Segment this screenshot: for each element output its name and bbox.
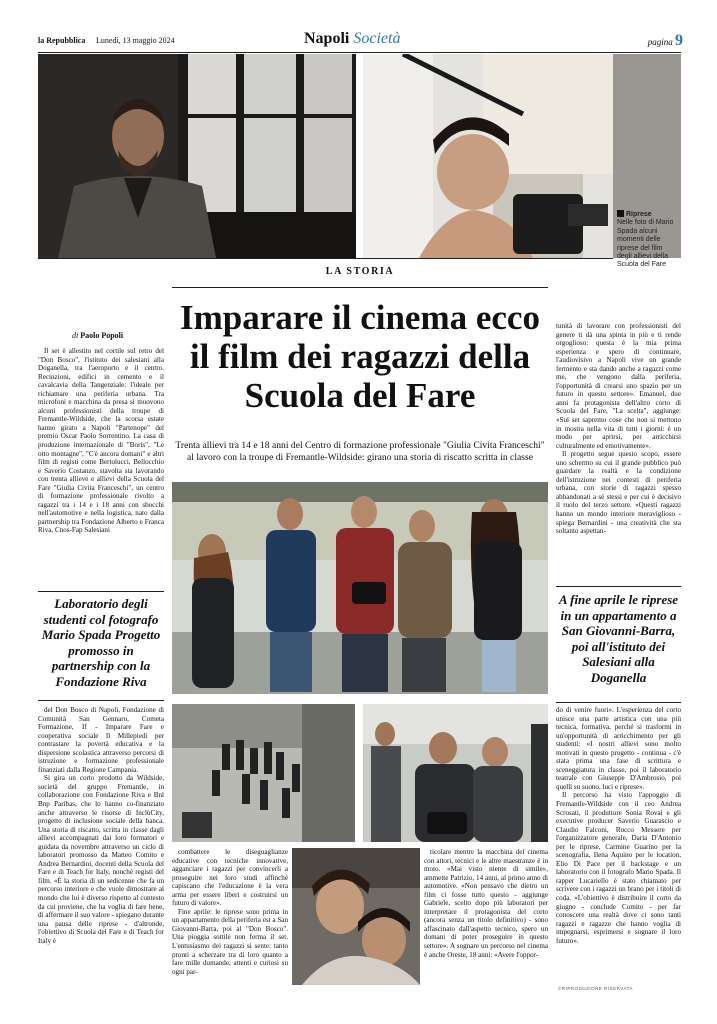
- page-indicator: [648, 32, 683, 50]
- col4-top-paragraph-1: tunità di lavorare con professionisti del genere ti dà una spinta in più e ti rende orgoglioso: questa è la mia prima esperienza e spero di continuare, l'audiovisivo a Napoli vive un grande fermento e sta dando anche a ragazzi come me, che vengono dalla periferia, l'opportunità di crearsi uno spazio per un futuro in questo settore». Emanuel, due anni fa protagonista dell'altro corto di Scuola del Fare, "La scelta", aggiunge: «Sul set sapremo cose che non si mettono in mostra nella vita di tutti i giorni: è un modo per aprirsi, per arricchirsi culturalmente ed emotivamente».: [556, 322, 681, 450]
- caption-text: Nelle foto di Mario Spada alcuni momenti delle riprese del film degli allievi della Scuola del Fare: [617, 219, 674, 269]
- city-label: Napoli: [304, 30, 350, 47]
- masthead: [0, 30, 717, 54]
- photo-camera-operator-art: [363, 704, 548, 842]
- col4-bottom-paragraph-2: Il percorso ha visto l'appoggio di Fremantle-Wildside con il ceo Andrea Scrosati, il produttore Sonia Rovai e gli executive producer Saverio Guarascio e Claudio Falconi, Rocco Messere per l'organizzatore generale, Daria D'Antonio per le riprese, Carmine Guarino per la scenografia, Ilena Aquino per le location, Elio Di Pace per il backstage e un laboratorio con il fotografo Mario Spada. Il rapper Lucariello è stato chiamato per scrivere con i ragazzi un brano per i titoli di coda. «L'obiettivo è distribuire il corto da giugno - conclude Comito - per far conoscere una realtà dove ci sono tanti ragazzi e ragazze che hanno voglia di impegnarsi, esprimersi e sognare il loro futuro».: [556, 791, 681, 945]
- pullquote-right: A fine aprile le riprese in un appartamento a San Giovanni-Barra, poi all'istituto dei Salesiani alla Doganella: [558, 592, 679, 685]
- byline-prefix: di: [72, 331, 79, 340]
- column-3-bottom: [424, 848, 548, 985]
- byline-author: Paolo Popoli: [80, 331, 124, 340]
- col1-bottom-paragraph-1: del Don Bosco di Napoli, Fondazione di Comunità San Gennaro, Cometa Formazione, If - Imparare Fare e cooperativa sociale Il Millepiedi per contrastare la povertà educativa e la dispersione scolastica attraverso percorsi di istruzione e formazione professionale finanziati dalla Regione Campania.: [38, 706, 164, 774]
- page-label: pagina: [647, 37, 673, 47]
- camera-icon: [617, 210, 624, 217]
- issue-date: Lunedì, 13 maggio 2024: [96, 36, 175, 45]
- caption-title: Riprese: [626, 211, 652, 218]
- kicker-rule: [172, 287, 548, 288]
- photo-director-window: [38, 54, 356, 258]
- photo-actors-closeup-art: [292, 848, 420, 985]
- page-number: 9: [675, 32, 683, 49]
- pull-left-rule-bottom: [38, 700, 164, 701]
- pullquote-left: Laboratorio degli studenti col fotografo Mario Spada Progetto promosso in partnership con la Fondazione Riva: [41, 596, 161, 689]
- photo-camera-operator: [363, 704, 548, 842]
- col4-top-paragraph-2: Il progetto segue questo scopo, essere uno schermo su cui il grande pubblico può guardare la realtà e la condizione dell'istruzione nei contesti di periferia urbana, con storie di ragazzi spesso abbandonati a sé stessi e per cui è decisivo il ruolo del terzo settore. «Questi ragazzi hanno un mondo interiore meraviglioso - spiega Bernardini - una creatività che sta soltanto aspettan-: [556, 450, 681, 536]
- column-1-bottom: [38, 706, 164, 990]
- col2-bottom-paragraph-1: combattere le diseguaglianze educative con tecniche innovative, agganciare i ragazzi per convincerli a proseguire nei loro studi affinché capiscano che l'educazione è la vera arma per essere liberi e costruirsi un futuro di valore».: [172, 848, 288, 908]
- col3-bottom-paragraph: ticolare mentre la macchina del cinema con attori, tecnici e le altre maestranze è in moto. «Mai visto niente di simile», ammette Patrizio, 14 anni, al primo anno di automotive. «Non pensavo che dietro un film ci fosse tutto questo - aggiunge Gabriele, scelto dopo più laboratori per interpretare il protagonista del corto (ancora senza un titolo definitivo) - sono affascinato dall'aspetto tecnico, spero un domani di poter proseguire in questo settore». A sognare un percorso nel cinema è anche Oreste, 18 anni: «Avere l'oppor-: [424, 848, 548, 959]
- pull-right-rule-top: [556, 586, 681, 587]
- section-label: Società: [353, 30, 401, 47]
- photo-actors-closeup: [292, 848, 420, 985]
- masthead-rule: [38, 52, 681, 53]
- photo-caption: [617, 210, 679, 270]
- column-1-top: [38, 347, 164, 586]
- column-4-bottom: [556, 706, 681, 985]
- col1-bottom-paragraph-2: Si gira un corto prodotto da Wildside, società del gruppo Fremantle, in collaborazione con Fondazione Riva e Bnl Bnp Paribas, che lo hanno co-finanziato anche attraverso le risorse di InclùCity, progetto di inclusione sociale della banca. Una storia di riscatto, scritta in classe dagli allievi accompagnati dai loro formatori e guidata da novembre attraverso un ciclo di laboratori promosso da Matteo Comito e Andrea Bernardini, docenti della Scuola del Fare e di Teach for Italy, nonché registi del film. «È la storia di un sedicenne che fa un percorso interiore e che vuole dimostrare al mondo che lui è diverso rispetto al contesto da cui proviene, che ha voglia di fare bene, di affermare il suo valore - spiegano durante una pausa delle riprese - d'altronde, l'obiettivo di Scuola del Fare e di Teach for Italy è: [38, 774, 164, 945]
- photo-group-students-art: [172, 482, 548, 694]
- photo-director-window-art: [38, 54, 356, 258]
- article-headline: Imparare il cinema ecco il film dei ragazzi della Scuola del Fare: [180, 298, 540, 415]
- pull-right-rule-bottom: [556, 702, 681, 703]
- byline: [72, 331, 123, 340]
- newspaper-brand: la Repubblica: [38, 36, 86, 45]
- pull-left-rule-top: [38, 591, 164, 592]
- photo-set-crowd-art: [172, 704, 355, 842]
- article-subhead: Trenta allievi tra 14 e 18 anni del Centro di formazione professionale "Giulia Civita Franceschi" al lavoro con la troupe di Fremantle-Wildside: girano una storia di riscatto scritta in classe: [175, 440, 545, 463]
- article-kicker: LA STORIA: [325, 266, 395, 277]
- photo-group-students: [172, 482, 548, 694]
- section-title: [304, 30, 400, 48]
- col1-top-paragraph: Il set è allestito nel cortile sul retro del "Don Bosco", l'istituto dei salesiani alla Doganella, tra l'aeroporto e il centro. Recinzioni, edifici in cemento e il cavalcavia della Tangenziale: l'ideale per richiamare una periferia urbana. Tra microfoni e macchina da presa si muovono alcuni professionisti della troupe di Fremantle-Wildside, che la scorsa estate hanno girato a Napoli "Partenope" del premio Oscar Paolo Sorrentino. La casa di produzione internazionale di "Boris", "Le otto montagne", "C'è ancora domani" e altri film di registi come Bertolucci, Bellocchio e Saverio Costanzo, stavolta sta lavorando con trenta allieve e allievi della Scuola del Fare "Giulia Civita Franceschi", un centro di formazione professionale rivolto a ragazzi tra i 14 e i 18 anni con sbocchi nell'automotive e nella logistica, nato dalla partnership tra Fondazione Alberto e Franca Riva, Cnos-Fap Salesiani: [38, 347, 164, 535]
- col2-bottom-paragraph-2: Fine aprile: le riprese sono prima in un appartamento della periferia est a San Giovanni-Barra, poi al "Don Bosco". Una pioggia sottile non ferma il set. L'entusiasmo dei ragazzi si sente: tanto pronti a scherzare tra di loro quanto a fare mille domande, attenti e curiosi su ogni par-: [172, 907, 288, 976]
- photo-set-crowd: [172, 704, 355, 842]
- column-2-bottom: [172, 848, 288, 985]
- photo-rule: [38, 258, 613, 259]
- copyright-credit: ©RIPRODUZIONE RISERVATA: [558, 986, 633, 991]
- column-4-top: [556, 322, 681, 584]
- col4-bottom-paragraph-1: do di venire fuori». L'esperienza del corto unisce una parte artistica con una più tecnica, formativa, perché si trasformi in un'opportunità di arricchimento per gli studenti: «I nostri allievi sono molto motivati in questo progetto - continua - c'è stata prima una fase di scrittura e sceneggiatura in classe, poi il laboratorio teatrale con Giuseppe D'Ambrosio, poi quelli su suono, luci e riprese».: [556, 706, 681, 791]
